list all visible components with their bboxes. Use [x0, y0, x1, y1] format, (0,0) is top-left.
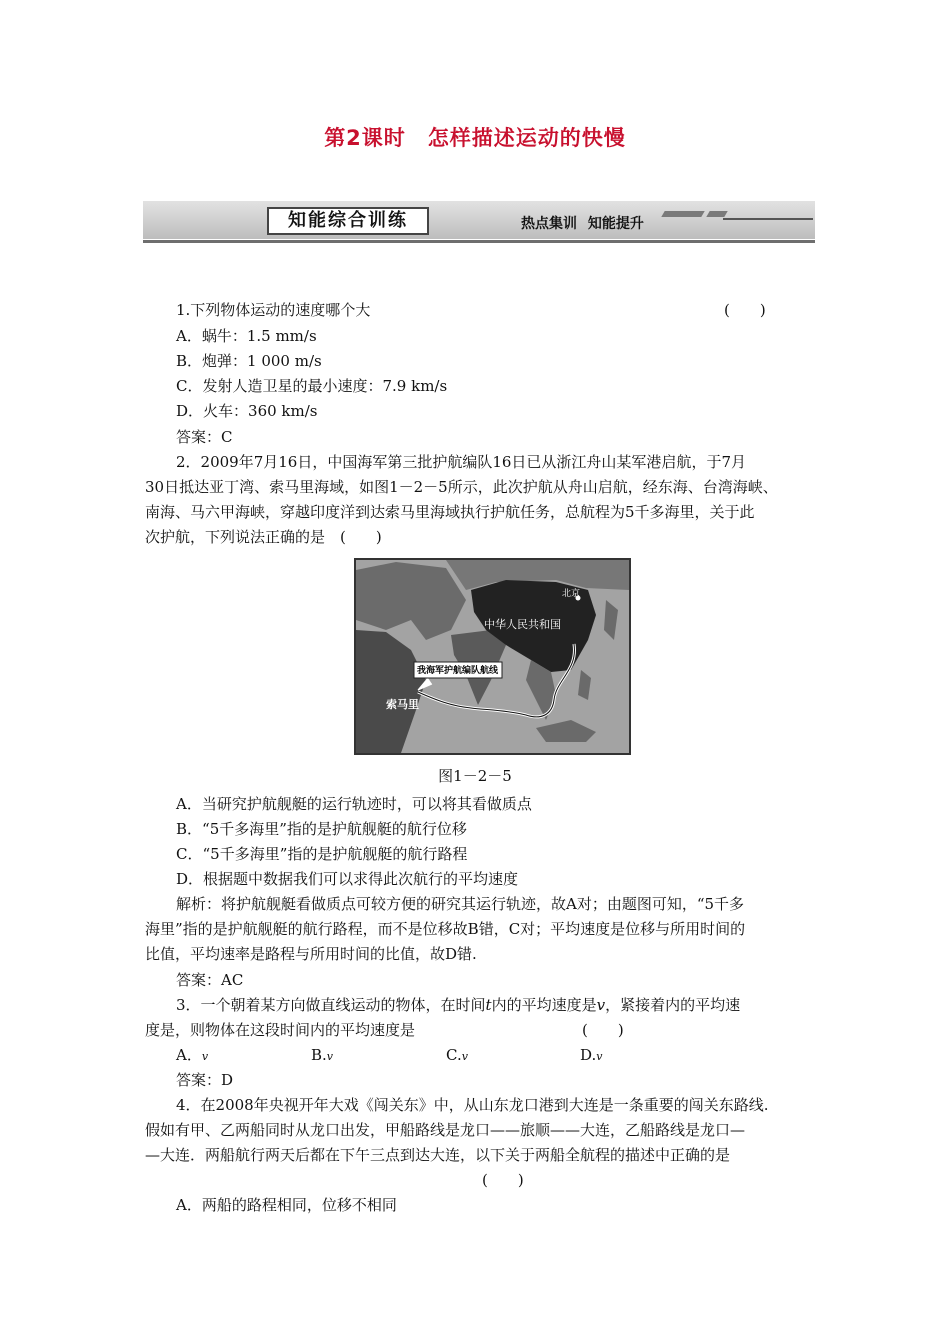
q3-var-t: t — [485, 996, 492, 1014]
q4-option-a: A．两船的路程相同，位移不相同 — [176, 1196, 397, 1214]
banner-box-label: 知能综合训练 — [267, 207, 429, 235]
q3-stem-part: ，紧接着内的平均速 — [605, 996, 741, 1014]
q1-option-c: C．发射人造卫星的最小速度：7.9 km/s — [176, 377, 448, 395]
q3-stem-line1 — [176, 995, 740, 1015]
q2-analysis-line: 解析：将护航舰艇看做质点可较方便的研究其运行轨迹，故A对；由题图可知，“5千多 — [176, 895, 745, 913]
q3-option-var: v — [326, 1050, 334, 1063]
q2-option-d: D．根据题中数据我们可以求得此次航行的平均速度 — [176, 870, 519, 888]
q2-stem-line: 2．2009年7月16日，中国海军第三批护航编队16日已从浙江舟山某军港启航，于7月 — [176, 453, 746, 471]
map-label-somalia: 索马里 — [386, 698, 419, 711]
banner-stripe — [661, 211, 704, 217]
q3-option-b — [311, 1045, 333, 1067]
q1-answer: 答案：C — [176, 428, 233, 446]
q2-stem-line: 南海、马六甲海峡，穿越印度洋到达索马里海域执行护航任务，总航程为5千多海里，关于此 — [145, 503, 755, 521]
banner-stripe — [706, 211, 727, 217]
q1-option-a: A．蜗牛：1.5 mm/s — [176, 327, 317, 345]
banner-bar — [143, 201, 815, 239]
q3-option-d — [580, 1045, 602, 1067]
q2-analysis-line: 比值，平均速率是路程与所用时间的比值，故D错. — [145, 945, 477, 963]
banner-underline — [143, 240, 815, 243]
q1-option-d: D．火车：360 km/s — [176, 402, 318, 420]
figure-caption: 图1－2－5 — [438, 767, 512, 785]
q4-stem-line: —大连．两船航行两天后都在下午三点到达大连，以下关于两船全航程的描述中正确的是 — [145, 1146, 731, 1164]
q3-answer: 答案：D — [176, 1071, 234, 1089]
q1-answer-paren: ( ) — [724, 301, 766, 319]
map-label-route: 我海军护航编队航线 — [417, 666, 499, 676]
q3-stem-line2: 度是，则物体在这段时间内的平均速度是 — [145, 1021, 416, 1039]
q3-option-var: v — [201, 1050, 209, 1063]
banner-tagline: 热点集训 知能提升 — [521, 216, 644, 232]
q4-answer-paren: ( ) — [482, 1171, 524, 1189]
q2-option-a: A．当研究护航舰艇的运行轨迹时，可以将其看做质点 — [176, 795, 532, 813]
q2-analysis-line: 海里”指的是护航舰艇的航行路程，而不是位移故B错，C对；平均速度是位移与所用时间的 — [145, 920, 746, 938]
q1-stem: 1.下列物体运动的速度哪个大 — [176, 301, 371, 319]
q3-stem-part: 内的平均速度是 — [491, 996, 597, 1014]
section-banner — [143, 201, 815, 243]
route-map-figure — [354, 558, 631, 755]
q3-option-letter: D. — [580, 1046, 597, 1064]
q4-stem-line: 假如有甲、乙两船同时从龙口出发，甲船路线是龙口——旅顺——大连，乙船路线是龙口— — [145, 1121, 746, 1139]
q3-option-letter: C. — [446, 1046, 462, 1064]
q3-option-a — [176, 1045, 208, 1067]
q3-stem-part: 3．一个朝着某方向做直线运动的物体，在时间 — [176, 996, 486, 1014]
page-title: 第2课时 怎样描述运动的快慢 — [324, 126, 626, 150]
q3-var-v: v — [596, 996, 606, 1014]
q2-option-c: C．“5千多海里”指的是护航舰艇的航行路程 — [176, 845, 468, 863]
q2-answer: 答案：AC — [176, 971, 244, 989]
q3-answer-paren: ( ) — [582, 1021, 624, 1039]
q4-stem-line: 4．在2008年央视开年大戏《闯关东》中，从山东龙口港到大连是一条重要的闯关东路线. — [176, 1096, 769, 1114]
map-label-china: 中华人民共和国 — [484, 618, 561, 631]
map-label-beijing: 北京 — [562, 589, 581, 599]
q1-option-b: B．炮弹：1 000 m/s — [176, 352, 322, 370]
banner-tail-line — [723, 218, 813, 220]
q2-stem-line: 次护航，下列说法正确的是 ( ) — [145, 528, 382, 546]
route-map-svg — [356, 560, 629, 753]
q3-option-var: v — [596, 1050, 603, 1063]
q2-stem-line: 30日抵达亚丁湾、索马里海域，如图1－2－5所示，此次护航从舟山启航，经东海、台湾海峡、 — [145, 478, 778, 496]
q3-option-c — [446, 1045, 468, 1067]
q3-option-letter: A． — [176, 1046, 202, 1064]
q3-option-var: v — [461, 1050, 468, 1063]
q3-option-letter: B. — [311, 1046, 327, 1064]
q2-option-b: B．“5千多海里”指的是护航舰艇的航行位移 — [176, 820, 467, 838]
